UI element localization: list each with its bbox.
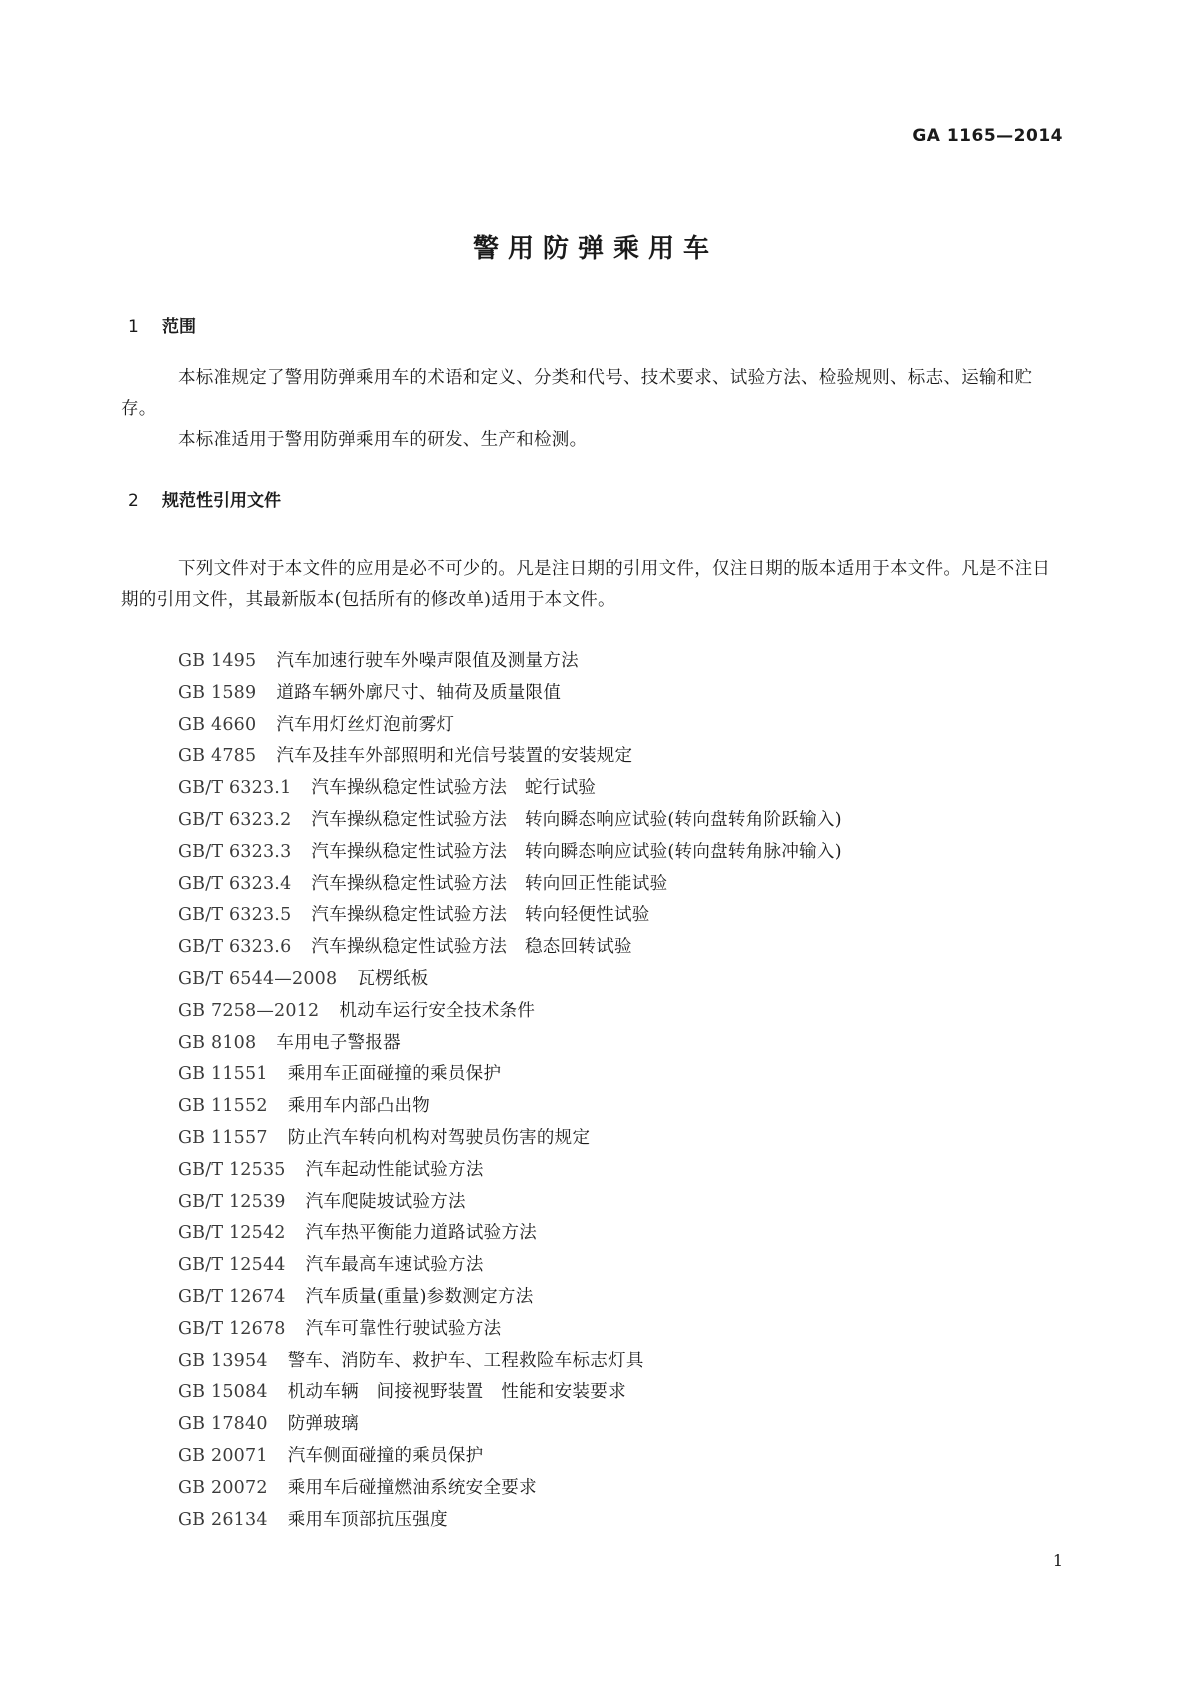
reference-item (178, 678, 842, 710)
reference-code: GB 1589 (178, 682, 257, 703)
reference-title: 汽车爬陡坡试验方法 (305, 1191, 466, 1212)
reference-item (178, 1218, 842, 1250)
reference-title: 汽车操纵稳定性试验方法 转向瞬态响应试验(转向盘转角脉冲输入) (311, 841, 842, 862)
reference-title: 汽车最高车速试验方法 (305, 1255, 484, 1276)
reference-title: 汽车操纵稳定性试验方法 转向瞬态响应试验(转向盘转角阶跃输入) (311, 809, 842, 830)
reference-item (178, 996, 842, 1028)
reference-title: 乘用车后碰撞燃油系统安全要求 (287, 1477, 537, 1498)
reference-title: 乘用车顶部抗压强度 (287, 1509, 448, 1530)
reference-code: GB 11551 (178, 1064, 268, 1085)
section-1-paragraph: 本标准适用于警用防弹乘用车的研发、生产和检测。 (178, 430, 588, 450)
reference-title: 汽车操纵稳定性试验方法 稳态回转试验 (311, 937, 632, 958)
reference-item (178, 805, 842, 837)
reference-item (178, 1123, 842, 1155)
reference-title: 汽车热平衡能力道路试验方法 (305, 1223, 538, 1244)
reference-item (178, 837, 842, 869)
reference-title: 瓦楞纸板 (357, 968, 429, 989)
reference-title: 汽车质量(重量)参数测定方法 (305, 1286, 534, 1307)
reference-item (178, 1441, 842, 1473)
reference-item (178, 900, 842, 932)
reference-title: 汽车操纵稳定性试验方法 转向回正性能试验 (311, 873, 668, 894)
reference-title: 防弹玻璃 (287, 1414, 359, 1435)
reference-title: 汽车可靠性行驶试验方法 (305, 1318, 502, 1339)
reference-item (178, 710, 842, 742)
reference-code: GB 17840 (178, 1414, 268, 1435)
reference-title: 汽车起动性能试验方法 (305, 1159, 484, 1180)
standard-code: GA 1165—2014 (912, 126, 1063, 146)
reference-code: GB 15084 (178, 1382, 268, 1403)
reference-code: GB/T 12678 (178, 1318, 286, 1339)
reference-item (178, 1059, 842, 1091)
reference-title: 乘用车内部凸出物 (287, 1096, 431, 1117)
reference-code: GB/T 12535 (178, 1159, 286, 1180)
section-1-title: 范围 (162, 317, 196, 337)
reference-item (178, 1187, 842, 1219)
reference-item (178, 1155, 842, 1187)
reference-title: 车用电子警报器 (276, 1032, 401, 1053)
section-1-heading (128, 312, 196, 337)
reference-code: GB/T 6323.1 (178, 778, 292, 799)
reference-code: GB/T 6323.5 (178, 905, 292, 926)
reference-item (178, 932, 842, 964)
page-number: 1 (1052, 1551, 1063, 1570)
reference-code: GB 7258—2012 (178, 1000, 320, 1021)
reference-item (178, 1028, 842, 1060)
reference-item (178, 869, 842, 901)
reference-title: 汽车侧面碰撞的乘员保护 (287, 1445, 484, 1466)
reference-item (178, 1250, 842, 1282)
reference-code: GB/T 12544 (178, 1255, 286, 1276)
reference-item (178, 1346, 842, 1378)
reference-title: 警车、消防车、救护车、工程救险车标志灯具 (287, 1350, 644, 1371)
reference-title: 机动车运行安全技术条件 (339, 1000, 536, 1021)
reference-code: GB/T 12542 (178, 1223, 286, 1244)
reference-item (178, 741, 842, 773)
section-2-number: 2 (128, 491, 139, 511)
reference-code: GB 26134 (178, 1509, 268, 1530)
reference-code: GB 20071 (178, 1445, 268, 1466)
normative-reference-list (178, 646, 842, 1536)
reference-code: GB/T 6323.3 (178, 841, 292, 862)
reference-item (178, 773, 842, 805)
section-1-paragraph: 本标准规定了警用防弹乘用车的术语和定义、分类和代号、技术要求、试验方法、检验规则、标志、运输和贮存。 (121, 368, 1033, 419)
section-2-title: 规范性引用文件 (162, 491, 281, 511)
reference-title: 汽车用灯丝灯泡前雾灯 (276, 714, 455, 735)
reference-item (178, 1377, 842, 1409)
reference-item (178, 646, 842, 678)
reference-item (178, 964, 842, 996)
reference-title: 汽车操纵稳定性试验方法 转向轻便性试验 (311, 905, 650, 926)
reference-item (178, 1282, 842, 1314)
reference-code: GB/T 6323.6 (178, 937, 292, 958)
reference-code: GB 4660 (178, 714, 257, 735)
reference-code: GB 20072 (178, 1477, 268, 1498)
section-1-number: 1 (128, 317, 139, 337)
reference-code: GB 11557 (178, 1127, 268, 1148)
reference-item (178, 1473, 842, 1505)
reference-item (178, 1314, 842, 1346)
reference-code: GB/T 12674 (178, 1286, 286, 1307)
reference-title: 防止汽车转向机构对驾驶员伤害的规定 (287, 1127, 591, 1148)
reference-title: 机动车辆 间接视野装置 性能和安装要求 (287, 1382, 626, 1403)
reference-code: GB/T 12539 (178, 1191, 286, 1212)
document-title: 警用防弹乘用车 (472, 234, 718, 264)
reference-code: GB/T 6323.4 (178, 873, 292, 894)
reference-title: 乘用车正面碰撞的乘员保护 (287, 1064, 502, 1085)
section-2-intro: 下列文件对于本文件的应用是必不可少的。凡是注日期的引用文件，仅注日期的版本适用于本文件。凡是不注日期的引用文件，其最新版本(包括所有的修改单)适用于本文件。 (121, 559, 1051, 610)
reference-code: GB 13954 (178, 1350, 268, 1371)
reference-title: 汽车加速行驶车外噪声限值及测量方法 (276, 651, 579, 671)
reference-code: GB/T 6323.2 (178, 809, 292, 830)
reference-code: GB 4785 (178, 746, 257, 767)
reference-item (178, 1091, 842, 1123)
reference-code: GB 1495 (178, 651, 257, 671)
reference-code: GB/T 6544—2008 (178, 968, 338, 989)
reference-code: GB 11552 (178, 1096, 268, 1117)
section-2-heading (128, 486, 281, 511)
reference-title: 汽车及挂车外部照明和光信号装置的安装规定 (276, 746, 633, 767)
reference-item (178, 1409, 842, 1441)
reference-title: 道路车辆外廓尺寸、轴荷及质量限值 (276, 682, 562, 703)
reference-code: GB 8108 (178, 1032, 257, 1053)
reference-title: 汽车操纵稳定性试验方法 蛇行试验 (311, 778, 597, 799)
reference-item (178, 1505, 842, 1537)
